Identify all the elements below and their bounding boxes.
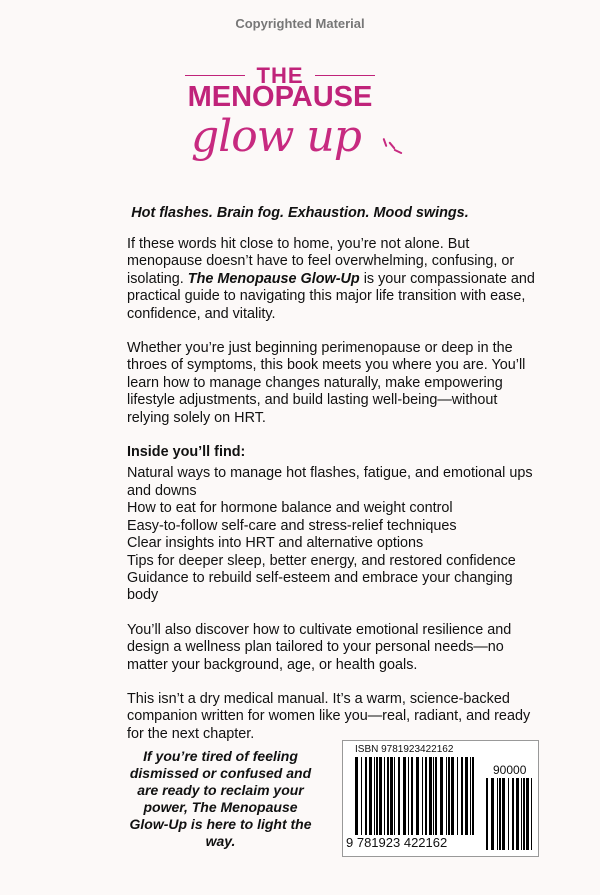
intro-paragraph	[127, 236, 542, 323]
barcode-bar	[376, 757, 378, 835]
logo-menopause: MENOPAUSE	[187, 81, 373, 113]
list-item: Guidance to rebuild self-esteem and embrace your changing body	[127, 569, 513, 604]
barcode-bar	[429, 757, 432, 835]
inside-section	[127, 444, 542, 605]
barcode-bar	[411, 757, 413, 835]
barcode-bar	[472, 757, 474, 835]
sparkle-icon	[393, 149, 402, 155]
barcode-bar	[526, 778, 529, 850]
list-item: Easy-to-follow self-care and stress-relief techniques	[127, 517, 457, 534]
barcode-bar	[451, 757, 454, 835]
isbn-barcode	[342, 740, 539, 857]
body-text	[127, 236, 542, 760]
barcode-bar	[512, 778, 514, 850]
barcode-bar	[461, 757, 463, 835]
barcode-bar	[465, 757, 468, 835]
barcode-bar	[502, 778, 505, 850]
barcode-bar	[390, 757, 393, 835]
list-item: Natural ways to manage hot flashes, fatigue, and emotional ups and downs	[127, 465, 533, 499]
copyright-notice: Copyrighted Material	[235, 16, 365, 31]
isbn-label: ISBN 9781923422162	[355, 744, 454, 755]
barcode-bar	[440, 757, 443, 835]
feature-list	[127, 465, 542, 604]
barcode-bar	[497, 778, 498, 850]
paragraph-3: You’ll also discover how to cultivate emotional resilience and design a wellness plan tailored to your personal needs—no matter your background, age, or health goals.	[127, 621, 512, 673]
barcode-bar	[499, 778, 501, 850]
barcode-bar	[521, 778, 522, 850]
paragraph-2: Whether you’re just beginning perimenopause or deep in the throes of symptoms, this book meets you where you are. You’ll learn how to manage changes naturally, make empowering lifestyle adjustments, and build lasting well-being—without relying solely on HRT.	[127, 340, 526, 426]
barcode-bar	[470, 757, 471, 835]
book-title: The Menopause Glow-Up	[187, 270, 360, 287]
barcode-bar	[457, 757, 458, 835]
barcode-bar	[398, 757, 400, 835]
barcode-bar	[394, 757, 395, 835]
tagline: Hot flashes. Brain fog. Exhaustion. Mood swings.	[131, 205, 469, 221]
barcode-bar	[379, 757, 382, 835]
barcode-bar	[531, 778, 532, 850]
barcode-bar	[435, 757, 437, 835]
barcode-bar	[446, 757, 447, 835]
barcode-bar	[369, 757, 372, 835]
barcode-bar	[365, 757, 367, 835]
barcode-bar	[422, 757, 423, 835]
barcode-bar	[486, 778, 488, 850]
price-addon: 90000	[493, 763, 527, 777]
barcode-bar	[433, 757, 434, 835]
barcode-bar	[374, 757, 375, 835]
barcode-bar	[508, 778, 509, 850]
book-logo	[185, 55, 415, 175]
barcode-bar	[361, 757, 362, 835]
barcode-bar	[408, 757, 409, 835]
barcode-bar	[387, 757, 389, 835]
barcode-bar	[403, 757, 406, 835]
barcode-bar	[448, 757, 450, 835]
logo-glow-up: glow up	[191, 111, 361, 162]
barcode-bars	[355, 757, 475, 835]
barcode-bar	[491, 778, 494, 850]
paragraph-4: This isn’t a dry medical manual. It’s a warm, science-backed companion written for women like you—real, radiant, and ready for the next chapter.	[127, 690, 531, 742]
closing-quote: If you’re tired of feeling dismissed or confused and are ready to reclaim your power, The Menopause Glow-Up is here to light the way.	[129, 748, 312, 849]
intro-text: If these words hit close to home, you’re not alone. But menopause doesn’t have to feel overwhelming, confusing, or isolating.	[127, 236, 515, 287]
barcode-bar	[523, 778, 525, 850]
barcode-digits: 9 781923 422162	[346, 835, 448, 850]
list-item: Clear insights into HRT and alternative options	[127, 535, 424, 552]
logo-the: THE	[256, 63, 304, 88]
list-item: Tips for deeper sleep, better energy, and restored confidence	[127, 552, 516, 569]
addon-bars	[486, 778, 538, 850]
sparkle-icon	[383, 138, 388, 147]
barcode-bar	[384, 757, 385, 835]
barcode-bar	[425, 757, 427, 835]
barcode-bar	[516, 778, 519, 850]
list-item: How to eat for hormone balance and weight control	[127, 500, 453, 517]
barcode-bar	[355, 757, 358, 835]
barcode-bar	[416, 757, 419, 835]
intro-text-end: is your compassionate and practical guide to navigating this major life transition with ease, confidence, and vitality.	[127, 270, 535, 322]
inside-heading: Inside you’ll find:	[127, 444, 246, 461]
